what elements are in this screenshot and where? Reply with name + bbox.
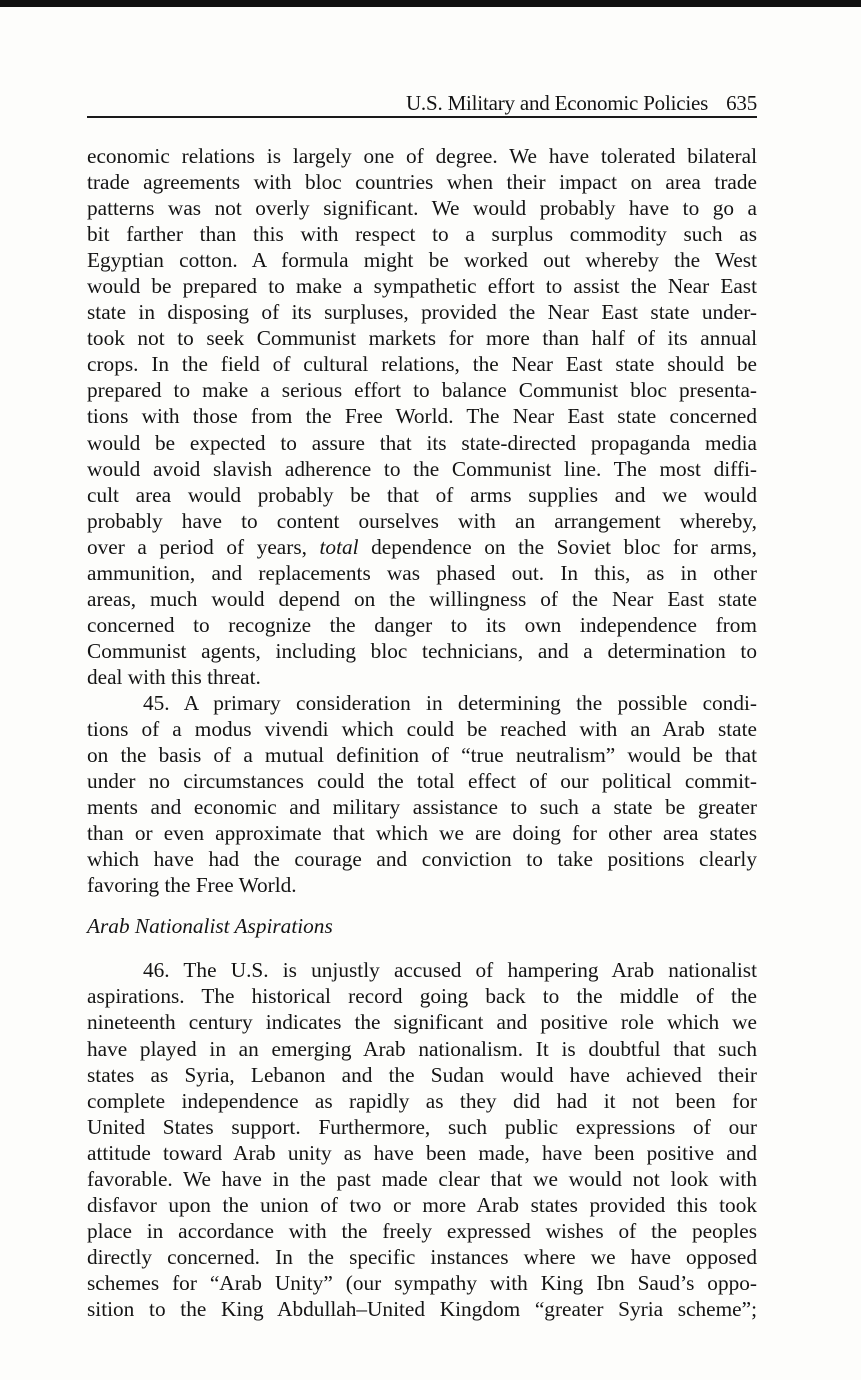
text-line: would be prepared to make a sympathetic effort to assist the Near East xyxy=(87,274,757,299)
text-line: would avoid slavish adherence to the Communist line. The most diffi- xyxy=(87,456,757,481)
text-line: deal with this threat. xyxy=(87,664,261,689)
text-segment: dependence on the Soviet bloc for arms, xyxy=(358,534,757,559)
text-line: complete independence as rapidly as they did had it not been for xyxy=(87,1088,757,1113)
text-line: concerned to recognize the danger to its own independence from xyxy=(87,612,757,637)
page-number: 635 xyxy=(726,91,757,115)
text-line: economic relations is largely one of degree. We have tolerated bilateral xyxy=(87,144,757,168)
text-line: would be expected to assure that its state-directed propaganda media xyxy=(87,430,757,455)
text-line: United States support. Furthermore, such public expressions of our xyxy=(87,1114,757,1139)
text-line: nineteenth century indicates the significant and positive role which we xyxy=(87,1010,757,1035)
text-line: Communist agents, including bloc technicians, and a determination to xyxy=(87,638,757,663)
text-line: directly concerned. In the specific instances where we have opposed xyxy=(87,1244,757,1269)
italic-emphasis: total xyxy=(319,534,359,559)
text-line: which have had the courage and conviction to take positions clearly xyxy=(87,847,757,872)
text-line: on the basis of a mutual definition of “true neutralism” would be that xyxy=(87,743,757,768)
text-line: state in disposing of its surpluses, provided the Near East state under- xyxy=(87,300,757,325)
text-line: crops. In the field of cultural relations, the Near East state should be xyxy=(87,352,757,377)
text-line: 46. The U.S. is unjustly accused of hampering Arab nationalist xyxy=(143,958,757,983)
text-line: than or even approximate that which we are doing for other area states xyxy=(87,821,757,846)
text-line: ammunition, and replacements was phased out. In this, as in other xyxy=(87,560,757,585)
text-line: favorable. We have in the past made clear that we would not look with xyxy=(87,1166,757,1191)
section-heading: Arab Nationalist Aspirations xyxy=(87,914,333,939)
text-line: place in accordance with the freely expressed wishes of the peoples xyxy=(87,1218,757,1243)
text-line: probably have to content ourselves with an arrangement whereby, xyxy=(87,508,757,533)
paragraph-45 xyxy=(87,690,757,898)
text-line: ments and economic and military assistance to such a state be greater xyxy=(87,795,757,820)
text-line: took not to seek Communist markets for more than half of its annual xyxy=(87,326,757,351)
paragraph-46 xyxy=(87,957,757,1322)
text-line: under no circumstances could the total effect of our political commit- xyxy=(87,769,757,794)
text-line: attitude toward Arab unity as have been made, have been positive and xyxy=(87,1140,757,1165)
text-line: schemes for “Arab Unity” (our sympathy with King Ibn Saud’s oppo- xyxy=(87,1270,757,1295)
text-line: prepared to make a serious effort to balance Communist bloc presenta- xyxy=(87,378,757,403)
running-header xyxy=(87,88,757,118)
text-line: have played in an emerging Arab nationalism. It is doubtful that such xyxy=(87,1036,757,1061)
text-line: tions with those from the Free World. The Near East state concerned xyxy=(87,404,757,429)
text-segment: over a period of years, xyxy=(87,534,320,559)
text-line: disfavor upon the union of two or more Arab states provided this took xyxy=(87,1192,757,1217)
text-line: aspirations. The historical record going back to the middle of the xyxy=(87,984,757,1009)
text-line: trade agreements with bloc countries when their impact on area trade xyxy=(87,170,757,195)
paragraph-continued xyxy=(87,143,757,690)
text-line: 45. A primary consideration in determining the possible condi- xyxy=(143,690,757,715)
text-line: cult area would probably be that of arms supplies and we would xyxy=(87,482,757,507)
text-line: bit farther than this with respect to a surplus commodity such as xyxy=(87,222,757,247)
page-body xyxy=(87,143,757,1322)
scan-top-edge xyxy=(0,0,861,7)
text-line: areas, much would depend on the willingness of the Near East state xyxy=(87,586,757,611)
text-line: tions of a modus vivendi which could be reached with an Arab state xyxy=(87,717,757,742)
text-line: Egyptian cotton. A formula might be worked out whereby the West xyxy=(87,248,757,273)
text-line: states as Syria, Lebanon and the Sudan would have achieved their xyxy=(87,1062,757,1087)
text-line: favoring the Free World. xyxy=(87,873,297,898)
running-title: U.S. Military and Economic Policies xyxy=(405,91,709,115)
text-line: patterns was not overly significant. We would probably have to go a xyxy=(87,196,757,221)
text-line xyxy=(87,534,757,560)
text-line: sition to the King Abdullah–United Kingdom “greater Syria scheme”; xyxy=(87,1296,757,1321)
